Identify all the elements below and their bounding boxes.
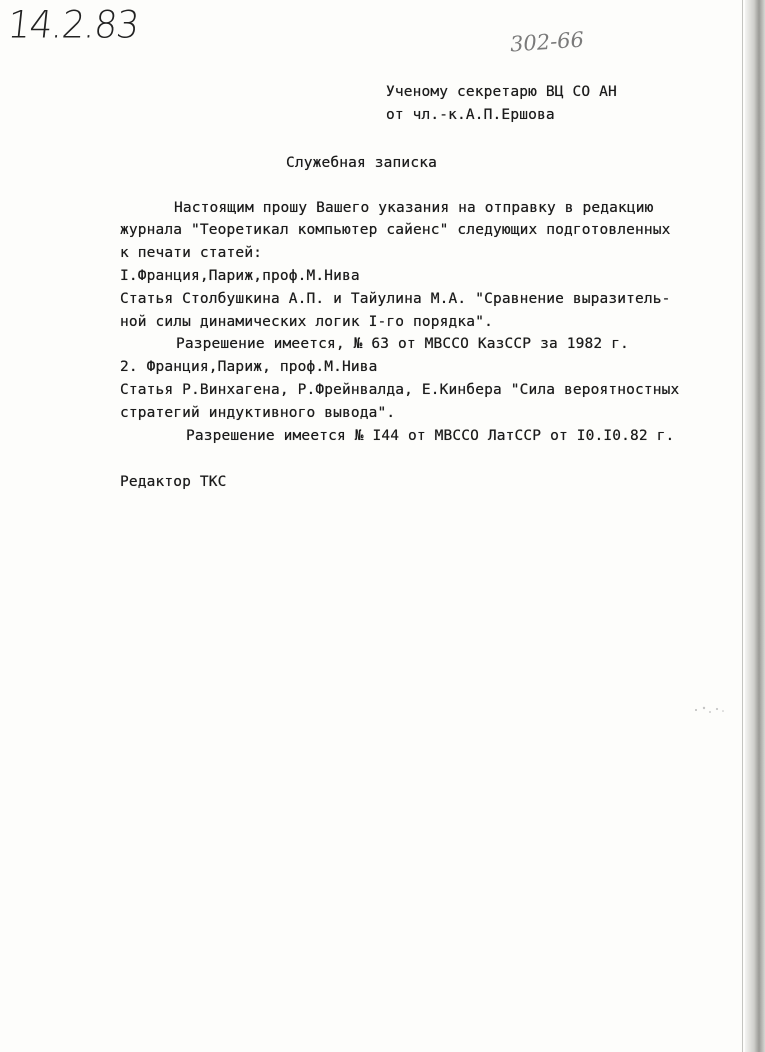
body-line: Статья Столбушкина А.П. и Тайулина М.А. "Сравнение выразитель- bbox=[120, 291, 671, 307]
body-line: Статья Р.Винхагена, Р.Фрейнвалда, Е.Кинбера "Сила вероятностных bbox=[120, 382, 680, 398]
body-line: журнала "Теоретикал компьютер сайенс" следующих подготовленных bbox=[120, 222, 671, 238]
page-fold-line bbox=[742, 0, 743, 1052]
handwritten-date: 14.2.83 bbox=[5, 4, 141, 48]
body-line: Разрешение имеется, № 63 от МВССО КазССР за 1982 г. bbox=[176, 336, 629, 352]
addressee-to: Ученому секретарю ВЦ СО АН bbox=[386, 84, 617, 100]
handwritten-reference-number: 302-66 bbox=[509, 27, 585, 57]
body-line: к печати статей: bbox=[120, 245, 263, 261]
body-line: I.Франция,Париж,проф.М.Нива bbox=[120, 268, 360, 284]
body-line: Настоящим прошу Вашего указания на отправку в редакцию bbox=[174, 200, 654, 216]
body-line: 2. Франция,Париж, проф.М.Нива bbox=[120, 359, 378, 375]
addressee-from: от чл.-к.А.П.Ершова bbox=[386, 107, 555, 123]
memo-title: Служебная записка bbox=[286, 155, 437, 171]
body-line: ной силы динамических логик I-го порядка". bbox=[120, 314, 493, 330]
page-edge-shadow bbox=[745, 0, 765, 1052]
signature-line: Редактор ТКС bbox=[120, 474, 227, 490]
body-line: Разрешение имеется № I44 от МВССО ЛатССР от I0.I0.82 г. bbox=[186, 428, 675, 444]
body-line: стратегий индуктивного вывода". bbox=[120, 405, 396, 421]
paper-specks bbox=[690, 700, 730, 720]
